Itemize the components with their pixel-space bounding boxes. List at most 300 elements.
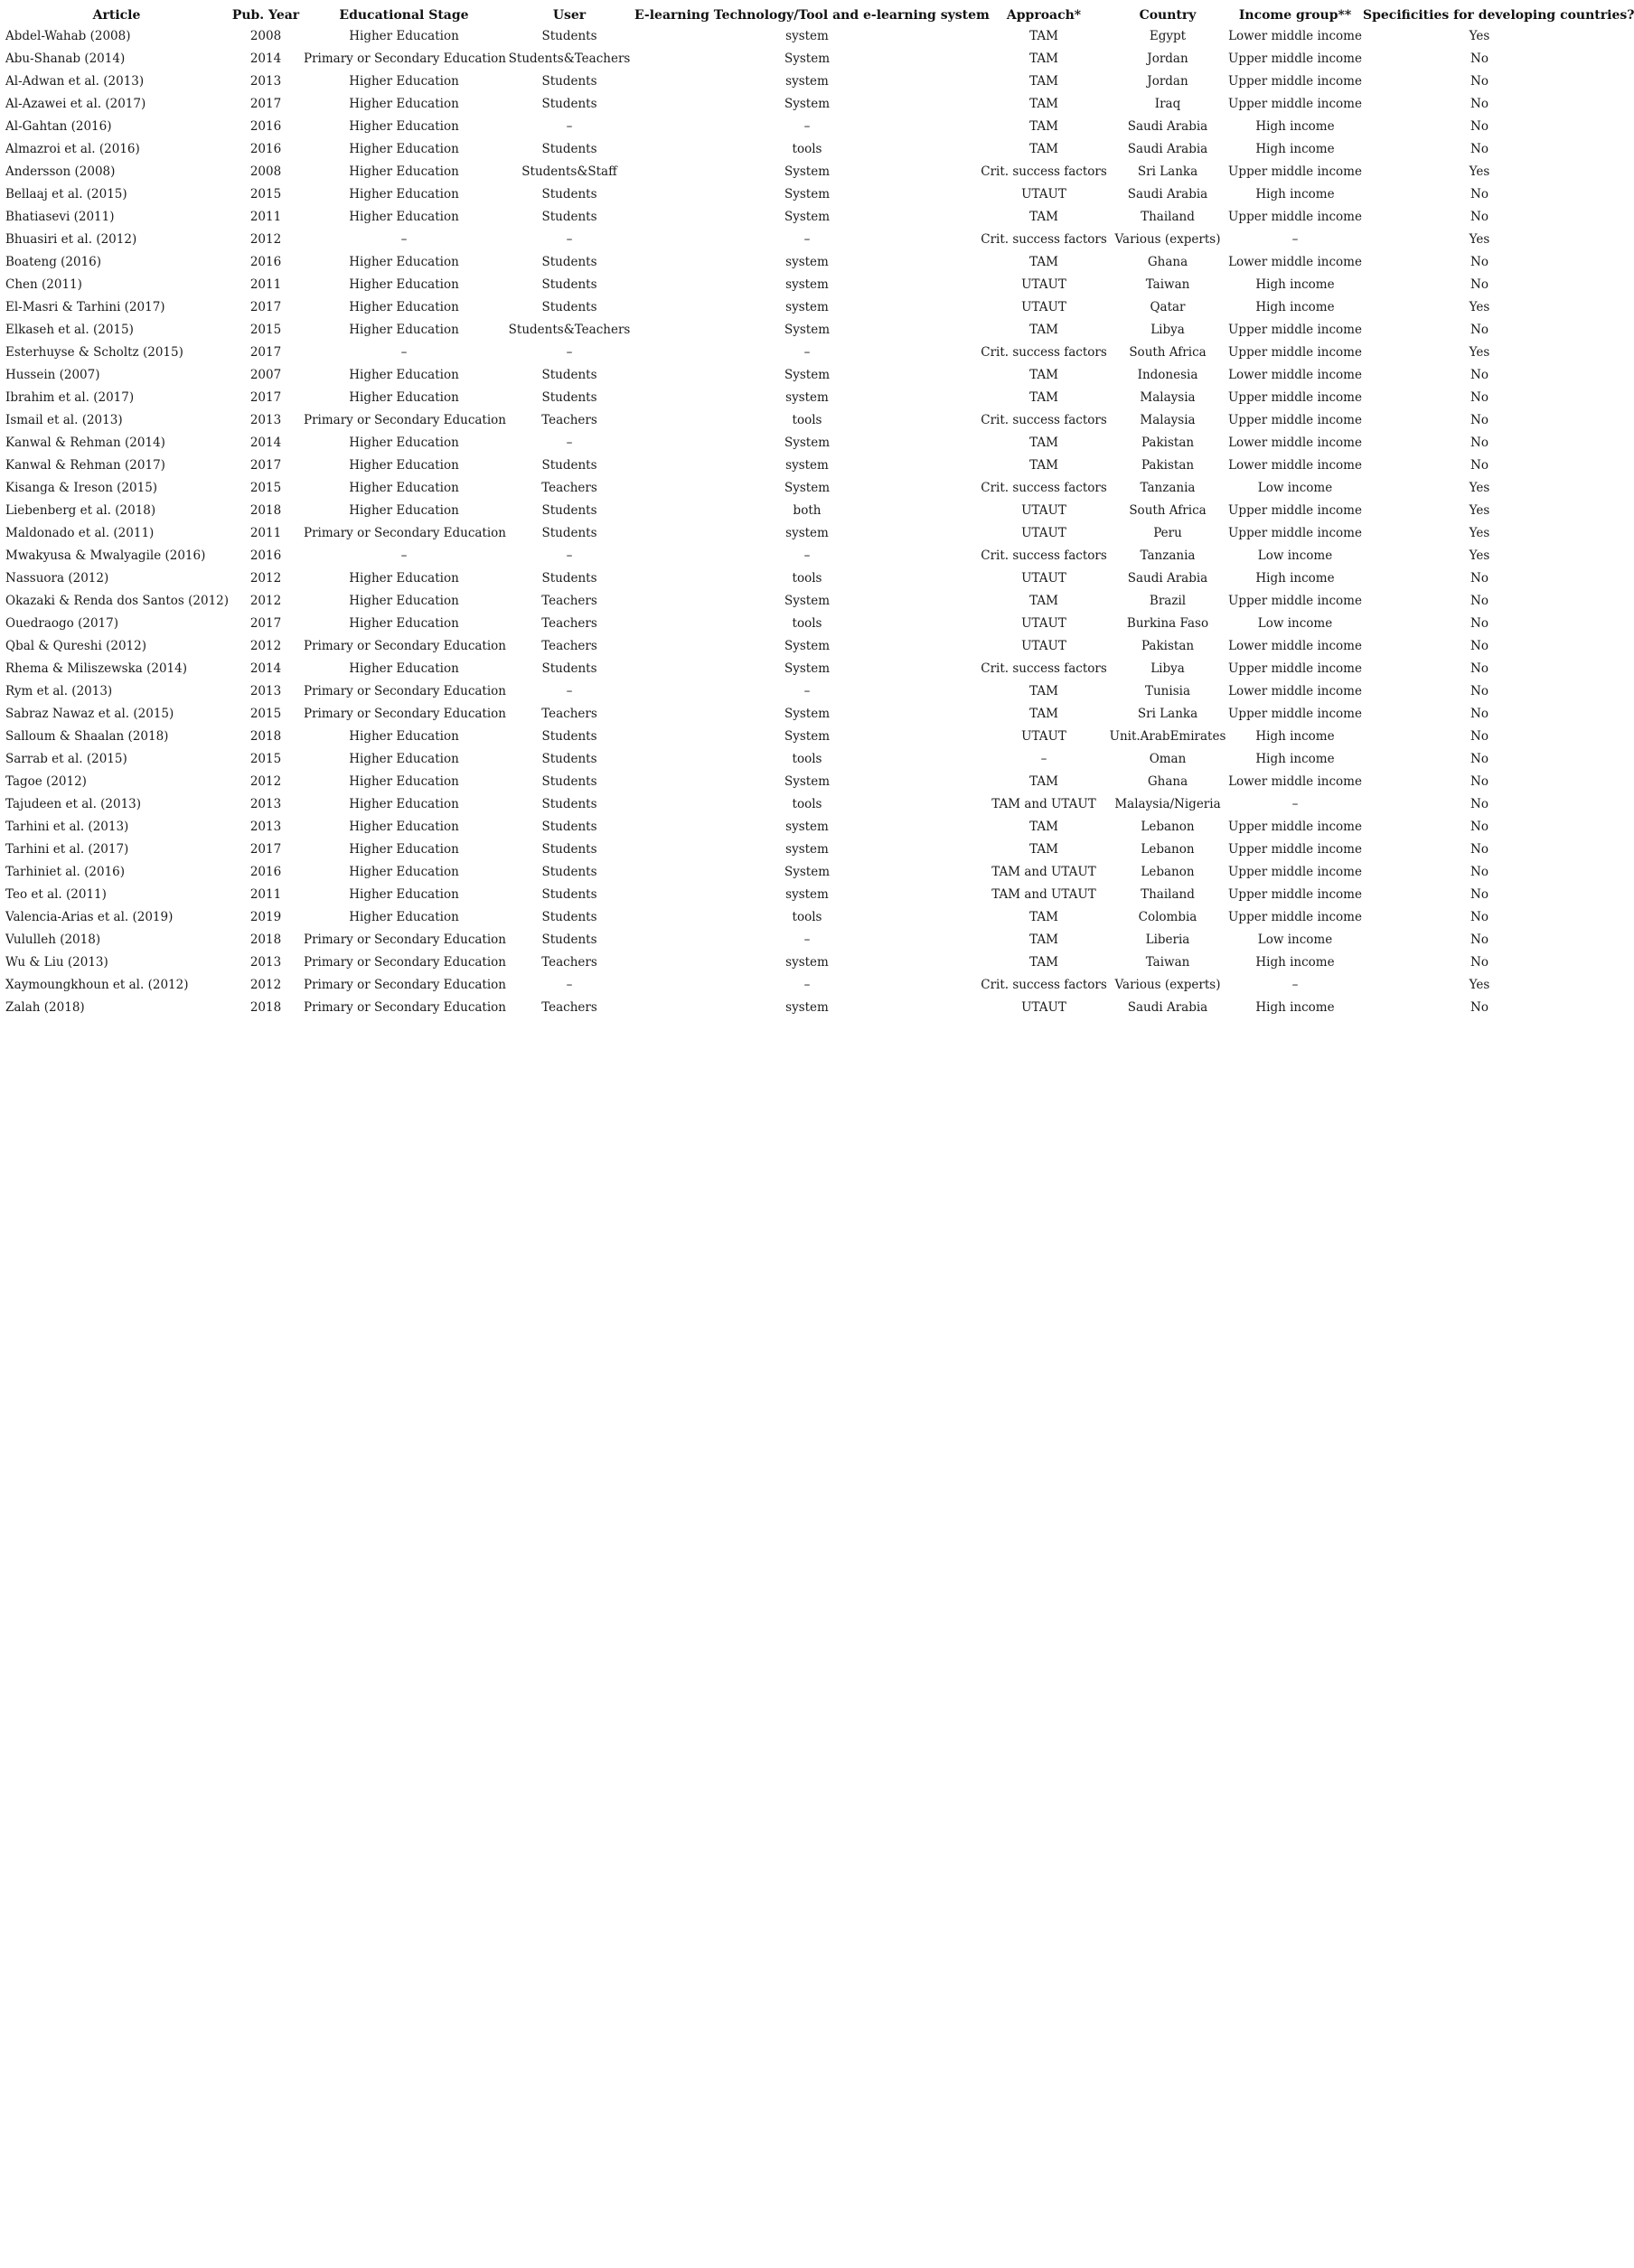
cell-elearning-technology: system — [785, 955, 829, 970]
cell-educational-stage: Higher Education — [349, 797, 459, 811]
cell-income-group: Upper middle income — [1228, 820, 1362, 834]
cell-article: Tarhini et al. (2017) — [5, 842, 129, 857]
cell-elearning-technology: system — [785, 277, 829, 292]
cell-pub-year: 2017 — [249, 616, 282, 631]
cell-pub-year: 2017 — [249, 842, 282, 857]
cell-approach: UTAUT — [1021, 503, 1066, 518]
cell-user: Students — [541, 142, 597, 156]
table-row — [5, 974, 1596, 997]
table-row — [5, 906, 1596, 929]
cell-approach: UTAUT — [1021, 187, 1066, 201]
cell-country: Various (experts) — [1114, 232, 1221, 247]
cell-elearning-technology: system — [785, 300, 829, 314]
cell-country: South Africa — [1129, 503, 1207, 518]
cell-educational-stage: Higher Education — [349, 323, 459, 337]
cell-user: Teachers — [541, 1000, 597, 1015]
cell-user: Students — [541, 842, 597, 857]
cell-approach: TAM — [1029, 255, 1058, 269]
cell-educational-stage: Higher Education — [349, 74, 459, 89]
cell-user: Students — [541, 910, 597, 924]
cell-educational-stage: Higher Education — [349, 594, 459, 608]
cell-approach: Crit. success factors — [981, 345, 1107, 360]
cell-educational-stage: Higher Education — [349, 142, 459, 156]
cell-specificities: No — [1470, 436, 1488, 450]
cell-approach: TAM — [1029, 436, 1058, 450]
cell-elearning-technology: System — [784, 774, 831, 789]
cell-income-group: Upper middle income — [1228, 707, 1362, 721]
cell-educational-stage: Higher Education — [349, 436, 459, 450]
table-row — [5, 680, 1596, 703]
table-row — [5, 748, 1596, 771]
cell-elearning-technology: both — [793, 503, 822, 518]
cell-user: Teachers — [541, 481, 597, 495]
table-row — [5, 567, 1596, 590]
cell-elearning-technology: system — [785, 390, 829, 405]
cell-approach: TAM — [1029, 707, 1058, 721]
cell-article: Tarhini et al. (2013) — [5, 820, 129, 834]
table-row — [5, 48, 1596, 70]
table-row — [5, 500, 1596, 522]
table-row — [5, 590, 1596, 613]
cell-specificities: No — [1470, 119, 1488, 134]
cell-article: Tagoe (2012) — [5, 774, 87, 789]
table-row — [5, 816, 1596, 839]
cell-educational-stage: Higher Education — [349, 458, 459, 473]
cell-elearning-technology: System — [784, 187, 831, 201]
cell-country: Peru — [1153, 526, 1182, 540]
cell-article: Kanwal & Rehman (2014) — [5, 436, 165, 450]
cell-elearning-technology: tools — [792, 752, 822, 766]
cell-elearning-technology: tools — [792, 413, 822, 427]
cell-approach: UTAUT — [1021, 277, 1066, 292]
header-pub-year: Pub. Year — [231, 8, 300, 23]
cell-article: Bellaaj et al. (2015) — [5, 187, 127, 201]
cell-article: El-Masri & Tarhini (2017) — [5, 300, 165, 314]
cell-user: – — [566, 684, 573, 698]
cell-approach: TAM and UTAUT — [991, 887, 1096, 902]
cell-approach: TAM — [1029, 684, 1058, 698]
cell-article: Okazaki & Renda dos Santos (2012) — [5, 594, 230, 608]
cell-user: Students — [541, 300, 597, 314]
cell-pub-year: 2016 — [249, 865, 282, 879]
cell-country: Taiwan — [1145, 955, 1190, 970]
cell-approach: TAM and UTAUT — [991, 865, 1096, 879]
cell-user: Students — [541, 458, 597, 473]
literature-review-table — [5, 5, 1634, 1019]
cell-income-group: High income — [1255, 729, 1335, 744]
cell-specificities: No — [1470, 752, 1488, 766]
cell-income-group: Upper middle income — [1228, 323, 1362, 337]
cell-specificities: No — [1470, 277, 1488, 292]
table-row — [5, 432, 1596, 455]
cell-country: Saudi Arabia — [1127, 1000, 1208, 1015]
cell-user: Students — [541, 390, 597, 405]
cell-educational-stage: Primary or Secondary Education — [304, 1000, 506, 1015]
cell-educational-stage: Higher Education — [349, 661, 459, 676]
cell-user: Teachers — [541, 616, 597, 631]
cell-income-group: Upper middle income — [1228, 390, 1362, 405]
cell-elearning-technology: tools — [792, 797, 822, 811]
cell-pub-year: 2007 — [249, 368, 282, 382]
cell-elearning-technology: System — [784, 52, 831, 66]
table-row — [5, 545, 1596, 567]
header-educational-stage: Educational Stage — [339, 8, 469, 23]
cell-specificities: Yes — [1469, 300, 1490, 314]
cell-elearning-technology: System — [784, 97, 831, 111]
cell-approach: TAM — [1029, 119, 1058, 134]
cell-specificities: No — [1470, 97, 1488, 111]
cell-income-group: High income — [1255, 187, 1335, 201]
cell-pub-year: 2017 — [249, 300, 282, 314]
cell-pub-year: 2012 — [249, 232, 282, 247]
cell-specificities: No — [1470, 616, 1488, 631]
cell-elearning-technology: tools — [792, 571, 822, 586]
cell-elearning-technology: – — [803, 684, 811, 698]
cell-article: Kanwal & Rehman (2017) — [5, 458, 165, 473]
cell-article: Sarrab et al. (2015) — [5, 752, 127, 766]
cell-approach: TAM — [1029, 142, 1058, 156]
cell-user: Students — [541, 210, 597, 224]
cell-user: Teachers — [541, 639, 597, 653]
table-row — [5, 522, 1596, 545]
cell-user: Students — [541, 277, 597, 292]
cell-elearning-technology: – — [803, 548, 811, 563]
cell-elearning-technology: System — [784, 368, 831, 382]
cell-income-group: Low income — [1257, 616, 1333, 631]
cell-elearning-technology: System — [784, 707, 831, 721]
header-specificities: Specificities for developing countries? — [1363, 8, 1634, 23]
cell-user: – — [566, 978, 573, 992]
cell-approach: TAM and UTAUT — [991, 797, 1096, 811]
cell-user: Teachers — [541, 594, 597, 608]
cell-educational-stage: Primary or Secondary Education — [304, 707, 506, 721]
cell-country: Unit.ArabEmirates — [1109, 729, 1226, 744]
cell-approach: TAM — [1029, 74, 1058, 89]
cell-elearning-technology: system — [785, 74, 829, 89]
cell-approach: Crit. success factors — [981, 232, 1107, 247]
header-approach: Approach* — [1006, 8, 1082, 23]
table-row — [5, 929, 1596, 951]
cell-income-group: Low income — [1257, 481, 1333, 495]
cell-pub-year: 2012 — [249, 774, 282, 789]
cell-specificities: No — [1470, 842, 1488, 857]
cell-country: South Africa — [1129, 345, 1207, 360]
cell-pub-year: 2016 — [249, 142, 282, 156]
cell-approach: – — [1040, 752, 1047, 766]
cell-specificities: No — [1470, 955, 1488, 970]
cell-pub-year: 2018 — [249, 503, 282, 518]
cell-income-group: Upper middle income — [1228, 52, 1362, 66]
cell-income-group: High income — [1255, 119, 1335, 134]
cell-article: Salloum & Shaalan (2018) — [5, 729, 169, 744]
cell-income-group: Upper middle income — [1228, 865, 1362, 879]
cell-specificities: Yes — [1469, 548, 1490, 563]
cell-specificities: Yes — [1469, 164, 1490, 179]
cell-educational-stage: Primary or Secondary Education — [304, 933, 506, 947]
table-row — [5, 342, 1596, 364]
cell-country: Liberia — [1145, 933, 1190, 947]
cell-elearning-technology: system — [785, 887, 829, 902]
cell-specificities: No — [1470, 729, 1488, 744]
cell-pub-year: 2012 — [249, 639, 282, 653]
cell-approach: Crit. success factors — [981, 978, 1107, 992]
cell-elearning-technology: system — [785, 842, 829, 857]
cell-educational-stage: – — [400, 548, 408, 563]
cell-elearning-technology: System — [784, 865, 831, 879]
cell-country: Ghana — [1147, 774, 1188, 789]
cell-pub-year: 2018 — [249, 933, 282, 947]
cell-specificities: No — [1470, 1000, 1488, 1015]
cell-income-group: Lower middle income — [1228, 639, 1362, 653]
cell-pub-year: 2017 — [249, 390, 282, 405]
cell-country: Sri Lanka — [1137, 707, 1198, 721]
cell-specificities: No — [1470, 458, 1488, 473]
cell-income-group: Upper middle income — [1228, 345, 1362, 360]
cell-country: Saudi Arabia — [1127, 571, 1208, 586]
cell-country: Taiwan — [1145, 277, 1190, 292]
cell-income-group: Lower middle income — [1228, 29, 1362, 43]
cell-article: Bhatiasevi (2011) — [5, 210, 115, 224]
cell-educational-stage: Higher Education — [349, 910, 459, 924]
cell-educational-stage: Higher Education — [349, 97, 459, 111]
cell-pub-year: 2015 — [249, 187, 282, 201]
cell-pub-year: 2015 — [249, 323, 282, 337]
cell-approach: UTAUT — [1021, 729, 1066, 744]
cell-educational-stage: Higher Education — [349, 300, 459, 314]
cell-specificities: No — [1470, 187, 1488, 201]
cell-pub-year: 2018 — [249, 729, 282, 744]
table-row — [5, 206, 1596, 229]
cell-income-group: Upper middle income — [1228, 413, 1362, 427]
cell-article: Elkaseh et al. (2015) — [5, 323, 134, 337]
cell-approach: TAM — [1029, 29, 1058, 43]
table-row — [5, 296, 1596, 319]
cell-income-group: Lower middle income — [1228, 255, 1362, 269]
cell-approach: UTAUT — [1021, 639, 1066, 653]
cell-educational-stage: Primary or Secondary Education — [304, 978, 506, 992]
cell-educational-stage: Higher Education — [349, 729, 459, 744]
table-row — [5, 861, 1596, 884]
cell-user: Students — [541, 661, 597, 676]
cell-pub-year: 2013 — [249, 820, 282, 834]
cell-user: – — [566, 436, 573, 450]
cell-article: Vululleh (2018) — [5, 933, 101, 947]
cell-article: Ouedraogo (2017) — [5, 616, 118, 631]
cell-educational-stage: Higher Education — [349, 820, 459, 834]
literature-table-container — [5, 5, 1634, 1019]
cell-elearning-technology: – — [803, 978, 811, 992]
cell-income-group: Upper middle income — [1228, 210, 1362, 224]
cell-educational-stage: Primary or Secondary Education — [304, 639, 506, 653]
table-row — [5, 477, 1596, 500]
cell-income-group: Upper middle income — [1228, 594, 1362, 608]
cell-user: – — [566, 119, 573, 134]
cell-elearning-technology: system — [785, 1000, 829, 1015]
cell-income-group: High income — [1255, 955, 1335, 970]
cell-income-group: Upper middle income — [1228, 842, 1362, 857]
cell-article: Al-Azawei et al. (2017) — [5, 97, 146, 111]
cell-educational-stage: Higher Education — [349, 255, 459, 269]
cell-country: Burkina Faso — [1126, 616, 1209, 631]
table-row — [5, 409, 1596, 432]
table-row — [5, 274, 1596, 296]
cell-income-group: – — [1291, 232, 1299, 247]
cell-income-group: – — [1291, 978, 1299, 992]
cell-educational-stage: Higher Education — [349, 390, 459, 405]
cell-specificities: No — [1470, 707, 1488, 721]
cell-country: Lebanon — [1141, 865, 1195, 879]
cell-educational-stage: Primary or Secondary Education — [304, 52, 506, 66]
cell-article: Teo et al. (2011) — [5, 887, 107, 902]
cell-educational-stage: Higher Education — [349, 277, 459, 292]
cell-approach: TAM — [1029, 933, 1058, 947]
cell-educational-stage: Higher Education — [349, 481, 459, 495]
cell-elearning-technology: System — [784, 594, 831, 608]
cell-country: Pakistan — [1141, 639, 1195, 653]
cell-country: Lebanon — [1141, 820, 1195, 834]
cell-article: Ismail et al. (2013) — [5, 413, 123, 427]
cell-user: Students — [541, 820, 597, 834]
cell-user: Students — [541, 571, 597, 586]
cell-country: Colombia — [1138, 910, 1197, 924]
cell-user: Students — [541, 933, 597, 947]
cell-income-group: Upper middle income — [1228, 526, 1362, 540]
cell-article: Al-Gahtan (2016) — [5, 119, 112, 134]
cell-specificities: No — [1470, 820, 1488, 834]
header-country: Country — [1139, 8, 1197, 23]
cell-article: Chen (2011) — [5, 277, 82, 292]
cell-specificities: No — [1470, 368, 1488, 382]
cell-approach: TAM — [1029, 910, 1058, 924]
cell-specificities: No — [1470, 390, 1488, 405]
cell-article: Al-Adwan et al. (2013) — [5, 74, 145, 89]
cell-article: Andersson (2008) — [5, 164, 116, 179]
cell-country: Indonesia — [1137, 368, 1198, 382]
header-row — [5, 5, 1596, 25]
table-row — [5, 161, 1596, 183]
cell-article: Nassuora (2012) — [5, 571, 109, 586]
cell-elearning-technology: System — [784, 210, 831, 224]
cell-elearning-technology: – — [803, 345, 811, 360]
table-row — [5, 658, 1596, 680]
cell-user: Students&Teachers — [508, 52, 631, 66]
cell-user: Students — [541, 752, 597, 766]
cell-income-group: Upper middle income — [1228, 503, 1362, 518]
table-row — [5, 613, 1596, 635]
cell-user: Teachers — [541, 707, 597, 721]
cell-educational-stage: Higher Education — [349, 119, 459, 134]
cell-educational-stage: Higher Education — [349, 164, 459, 179]
cell-income-group: High income — [1255, 300, 1335, 314]
cell-pub-year: 2012 — [249, 571, 282, 586]
table-row — [5, 951, 1596, 974]
table-row — [5, 771, 1596, 793]
table-row — [5, 138, 1596, 161]
cell-approach: TAM — [1029, 594, 1058, 608]
cell-income-group: Upper middle income — [1228, 887, 1362, 902]
table-header — [5, 5, 1634, 25]
cell-educational-stage: – — [400, 232, 408, 247]
cell-income-group: Upper middle income — [1228, 97, 1362, 111]
cell-country: Saudi Arabia — [1127, 187, 1208, 201]
cell-income-group: High income — [1255, 571, 1335, 586]
cell-pub-year: 2011 — [249, 887, 282, 902]
cell-article: Abdel-Wahab (2008) — [5, 29, 131, 43]
cell-specificities: Yes — [1469, 978, 1490, 992]
cell-elearning-technology: system — [785, 29, 829, 43]
cell-country: Various (experts) — [1114, 978, 1221, 992]
cell-income-group: High income — [1255, 142, 1335, 156]
cell-educational-stage: Higher Education — [349, 29, 459, 43]
header-article: Article — [92, 8, 141, 23]
cell-elearning-technology: System — [784, 661, 831, 676]
cell-pub-year: 2013 — [249, 413, 282, 427]
cell-user: Students — [541, 797, 597, 811]
cell-elearning-technology: tools — [792, 142, 822, 156]
cell-specificities: No — [1470, 210, 1488, 224]
cell-user: – — [566, 232, 573, 247]
cell-income-group: High income — [1255, 752, 1335, 766]
cell-country: Malaysia — [1140, 390, 1196, 405]
cell-elearning-technology: System — [784, 323, 831, 337]
cell-user: Students — [541, 526, 597, 540]
cell-user: Students — [541, 97, 597, 111]
cell-specificities: No — [1470, 413, 1488, 427]
cell-pub-year: 2011 — [249, 210, 282, 224]
table-row — [5, 726, 1596, 748]
table-row — [5, 25, 1596, 48]
table-row — [5, 635, 1596, 658]
cell-approach: Crit. success factors — [981, 661, 1107, 676]
cell-country: Egypt — [1149, 29, 1187, 43]
cell-income-group: Low income — [1257, 933, 1333, 947]
cell-income-group: Lower middle income — [1228, 436, 1362, 450]
cell-approach: TAM — [1029, 955, 1058, 970]
cell-article: Xaymoungkhoun et al. (2012) — [5, 978, 189, 992]
cell-educational-stage: Higher Education — [349, 616, 459, 631]
cell-pub-year: 2017 — [249, 345, 282, 360]
cell-income-group: Lower middle income — [1228, 368, 1362, 382]
cell-pub-year: 2015 — [249, 707, 282, 721]
table-row — [5, 116, 1596, 138]
cell-country: Thailand — [1141, 887, 1195, 902]
cell-income-group: Lower middle income — [1228, 774, 1362, 789]
cell-educational-stage: Primary or Secondary Education — [304, 526, 506, 540]
cell-country: Malaysia/Nigeria — [1114, 797, 1221, 811]
cell-country: Jordan — [1147, 74, 1188, 89]
header-income-group: Income group** — [1238, 8, 1352, 23]
cell-approach: UTAUT — [1021, 526, 1066, 540]
cell-pub-year: 2014 — [249, 661, 282, 676]
cell-pub-year: 2008 — [249, 29, 282, 43]
cell-approach: TAM — [1029, 774, 1058, 789]
cell-pub-year: 2013 — [249, 955, 282, 970]
cell-country: Jordan — [1147, 52, 1188, 66]
cell-user: Students — [541, 187, 597, 201]
table-row — [5, 319, 1596, 342]
cell-elearning-technology: system — [785, 255, 829, 269]
cell-pub-year: 2011 — [249, 277, 282, 292]
cell-income-group: Upper middle income — [1228, 661, 1362, 676]
cell-educational-stage: Primary or Secondary Education — [304, 955, 506, 970]
cell-educational-stage: – — [400, 345, 408, 360]
cell-pub-year: 2013 — [249, 684, 282, 698]
cell-article: Tajudeen et al. (2013) — [5, 797, 142, 811]
cell-user: Teachers — [541, 413, 597, 427]
cell-article: Zalah (2018) — [5, 1000, 85, 1015]
cell-pub-year: 2015 — [249, 752, 282, 766]
table-row — [5, 793, 1596, 816]
